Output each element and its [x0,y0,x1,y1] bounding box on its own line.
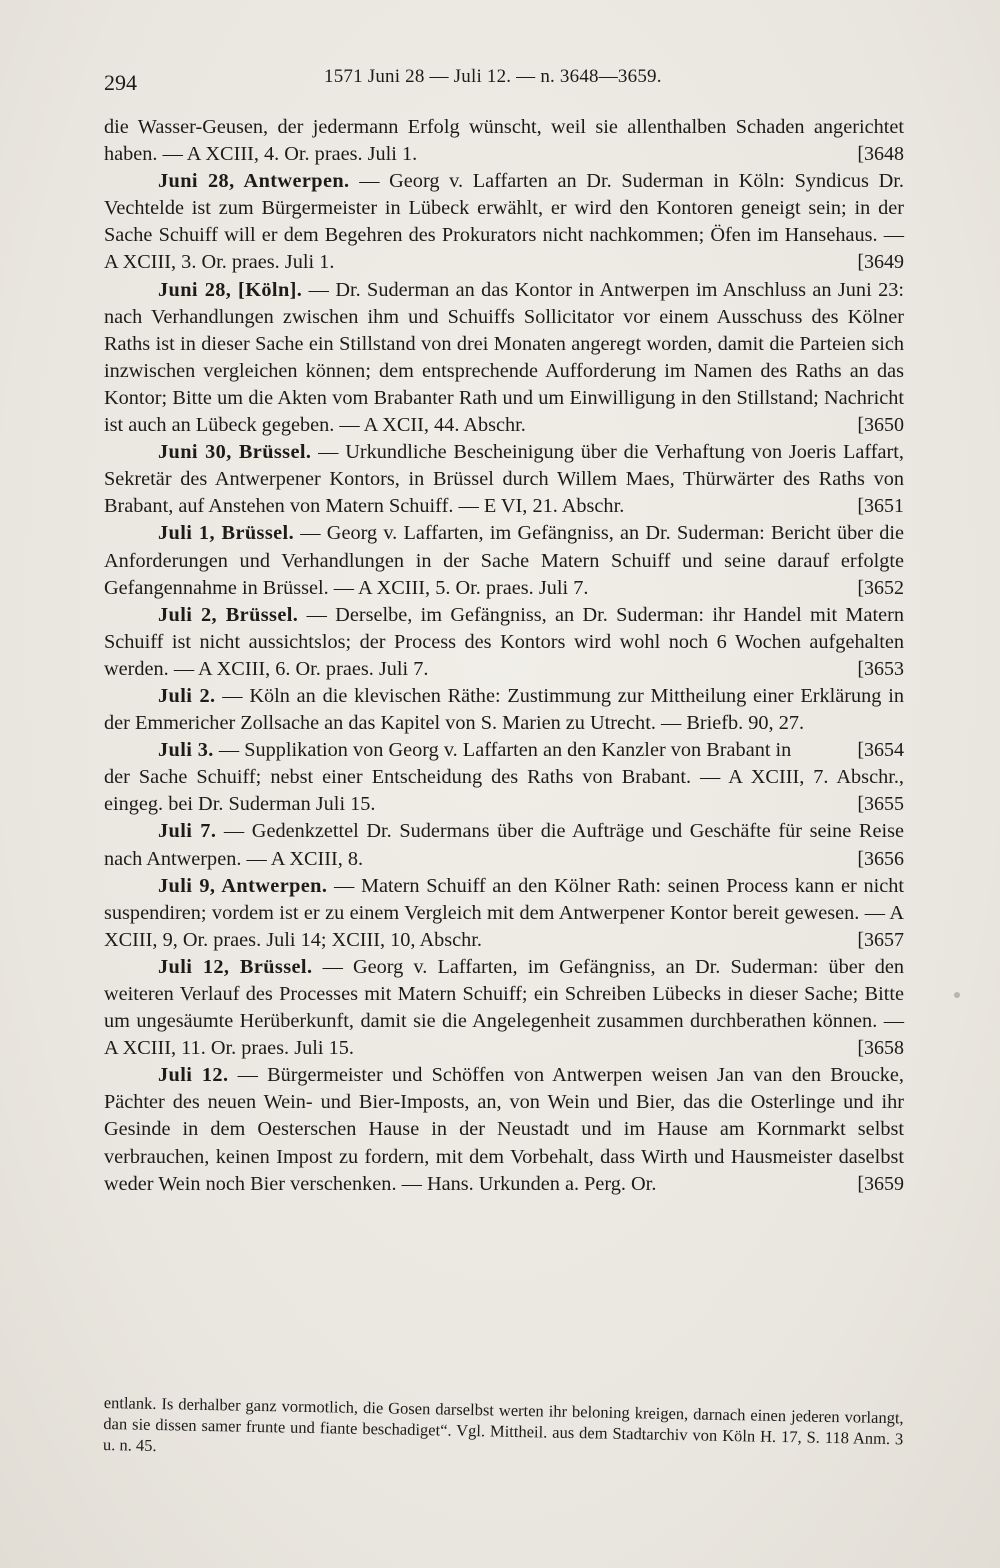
entry-text: — Matern Schuiff an den Kölner Rath: seinen Process kann er nicht suspendiren; vordem ist er zu einem Vergleich mit dem Antwerpener Kontor bereit gewesen. — A XCIII, 9, Or. praes. Juli 14; XCIII, 10, Abschr. [104,874,904,951]
entry-3648 [104,114,904,168]
entry-date: Juli 7. [158,820,217,843]
entry-date: Juli 3. [158,739,214,762]
entry-text: — Georg v. Laffarten, im Gefängniss, an Dr. Suderman: über den weiteren Verlauf des Processes mit Matern Schuiff; ein Schreiben Lübecks in dieser Sache; Bitte um ungesäumte Herüberkunft, damit sie die Angelegenheit zusammen durchberathen können. — A XCIII, 11. Or. praes. Juli 15. [104,955,904,1060]
entry-text: — Derselbe, im Gefängniss, an Dr. Suderman: ihr Handel mit Matern Schuiff ist nicht aussichtslos; der Process des Kontors wird wohl noch 6 Wochen aufgehalten werden. — A XCIII, 6. Or. praes. Juli 7. [104,603,904,680]
page-header [104,66,904,102]
entry-3651 [104,439,904,520]
entry-number: [3659 [857,1172,904,1195]
entry-text: — Urkundliche Bescheinigung über die Verhaftung von Joeris Laffart, Sekretär des Antwerpener Kontors, in Brüssel durch Willem Maes, Thürwärter des Raths von Brabant, auf Anstehen von Matern Schuiff. — E VI, 21. Abschr. [104,441,904,518]
entry-number: [3654 [857,739,904,762]
entry-number: [3657 [857,928,904,951]
entry-text: — Supplikation von Georg v. Laffarten an den Kanzler von Brabant in der Sache Schuiff; nebst einer Entscheidung des Raths von Brabant. — A XCIII, 7. Abschr., eingeg. bei Dr. Suderman Juli 15. [104,739,904,816]
entry-3657 [104,873,904,954]
entry-3649 [104,168,904,276]
entry-number: [3651 [857,495,904,518]
entry-date: Juli 12. [158,1064,229,1087]
entry-3653 [104,602,904,683]
entry-date: Juli 2. [158,684,216,707]
entry-3650 [104,277,904,440]
entry-number: [3655 [857,793,904,816]
entry-text: — Dr. Suderman an das Kontor in Antwerpen im Anschluss an Juni 23: nach Verhandlungen zwischen ihm und Schuiffs Sollicitator vor einem Ausschuss des Kölner Raths ist in dieser Sache ein Stillstand von drei Monaten angeregt worden, damit die Parteien sich inzwischen vergleichen können; dem entsprechende Aufforderung im Namen des Raths an das Kontor; Bitte um die Akten vom Brabanter Rath und um Einwilligung in den Stillstand; Nachricht ist auch an Lübeck gegeben. — A XCII, 44. Abschr. [104,278,905,437]
entry-text: die Wasser-Geusen, der jedermann Erfolg wünscht, weil sie allenthalben Schaden angerichtet haben. — A XCIII, 4. Or. praes. Juli 1. [104,116,904,166]
entry-number: [3652 [857,576,904,599]
entry-date: Juni 28, [Köln]. [158,278,303,301]
entry-3658 [104,954,904,1062]
scan-speck [954,992,960,998]
entry-number: [3658 [857,1037,904,1060]
footnote [103,1392,904,1470]
page-number: 294 [104,70,137,95]
entry-date: Juni 28, Antwerpen. [158,170,350,193]
entry-3656 [104,818,904,872]
entry-text: — Georg v. Laffarten, im Gefängniss, an Dr. Suderman: Bericht über die Anforderungen und Verhandlungen in der Sache Matern Schuiff und seine darauf erfolgte Gefangennahme in Brüssel. — A XCIII, 5. Or. praes. Juli 7. [104,522,905,599]
entry-number: [3656 [857,847,904,870]
entry-number: [3653 [857,657,904,680]
entry-date: Juli 12, Brüssel. [158,955,313,978]
running-head: 1571 Juni 28 — Juli 12. — n. 3648—3659. [324,66,662,87]
entry-date: Juli 9, Antwerpen. [158,874,328,897]
entry-3652 [104,520,904,601]
entry-number: [3649 [857,251,904,274]
footnote-text: entlank. Is derhalber ganz vormotlich, die Gosen darselbst werten ihr beloning kreigen, darnach einen jederen vorlangt, dan sie dissen samer frunte und fiante beschadiget“. Vgl. Mittheil. aus dem Stadtarchiv von Köln H. 17, S. 118 Anm. 3 u. n. 45. [102,1392,904,1456]
entry-text: — Georg v. Laffarten an Dr. Suderman in Köln: Syndicus Dr. Vechtelde ist zum Bürgermeister in Lübeck erwählt, er wird den Kontoren geneigt sein; in der Sache Schuiff will er dem Begehren des Prokurators nicht nachkommen; Öfen im Hansehaus. — A XCIII, 3. Or. praes. Juli 1. [104,170,904,274]
entry-text: — Köln an die klevischen Räthe: Zustimmung zur Mittheilung einer Erklärung in der Emmericher Zollsache an das Kapitel von S. Marien zu Utrecht. — Briefb. 90, 27. [104,684,904,735]
entry-date: Juli 2, Brüssel. [158,603,299,626]
entry-number: [3648 [857,143,904,166]
document-body [104,114,904,1198]
entry-number: [3650 [857,414,904,437]
entry-3655 [104,737,904,818]
entry-text: — Bürgermeister und Schöffen von Antwerpen weisen Jan van den Broucke, Pächter des neuen Wein- und Bier-Imposts, an, von Wein und Bier, das die Osterlinge und ihr Gesinde in dem Oesterschen Hause in der Neustadt und im Hause am Kornmarkt selbst verbrauchen, keinen Impost zu fordern, mit dem Vorbehalt, dass Wirth und Hausmeister daselbst weder Wein noch Bier verschenken. — Hans. Urkunden a. Perg. Or. [104,1064,904,1195]
entry-date: Juni 30, Brüssel. [158,441,312,464]
entry-3659 [104,1062,904,1197]
entry-text: — Gedenkzettel Dr. Sudermans über die Aufträge und Geschäfte für seine Reise nach Antwerpen. — A XCIII, 8. [104,820,904,870]
entry-date: Juli 1, Brüssel. [158,522,295,545]
